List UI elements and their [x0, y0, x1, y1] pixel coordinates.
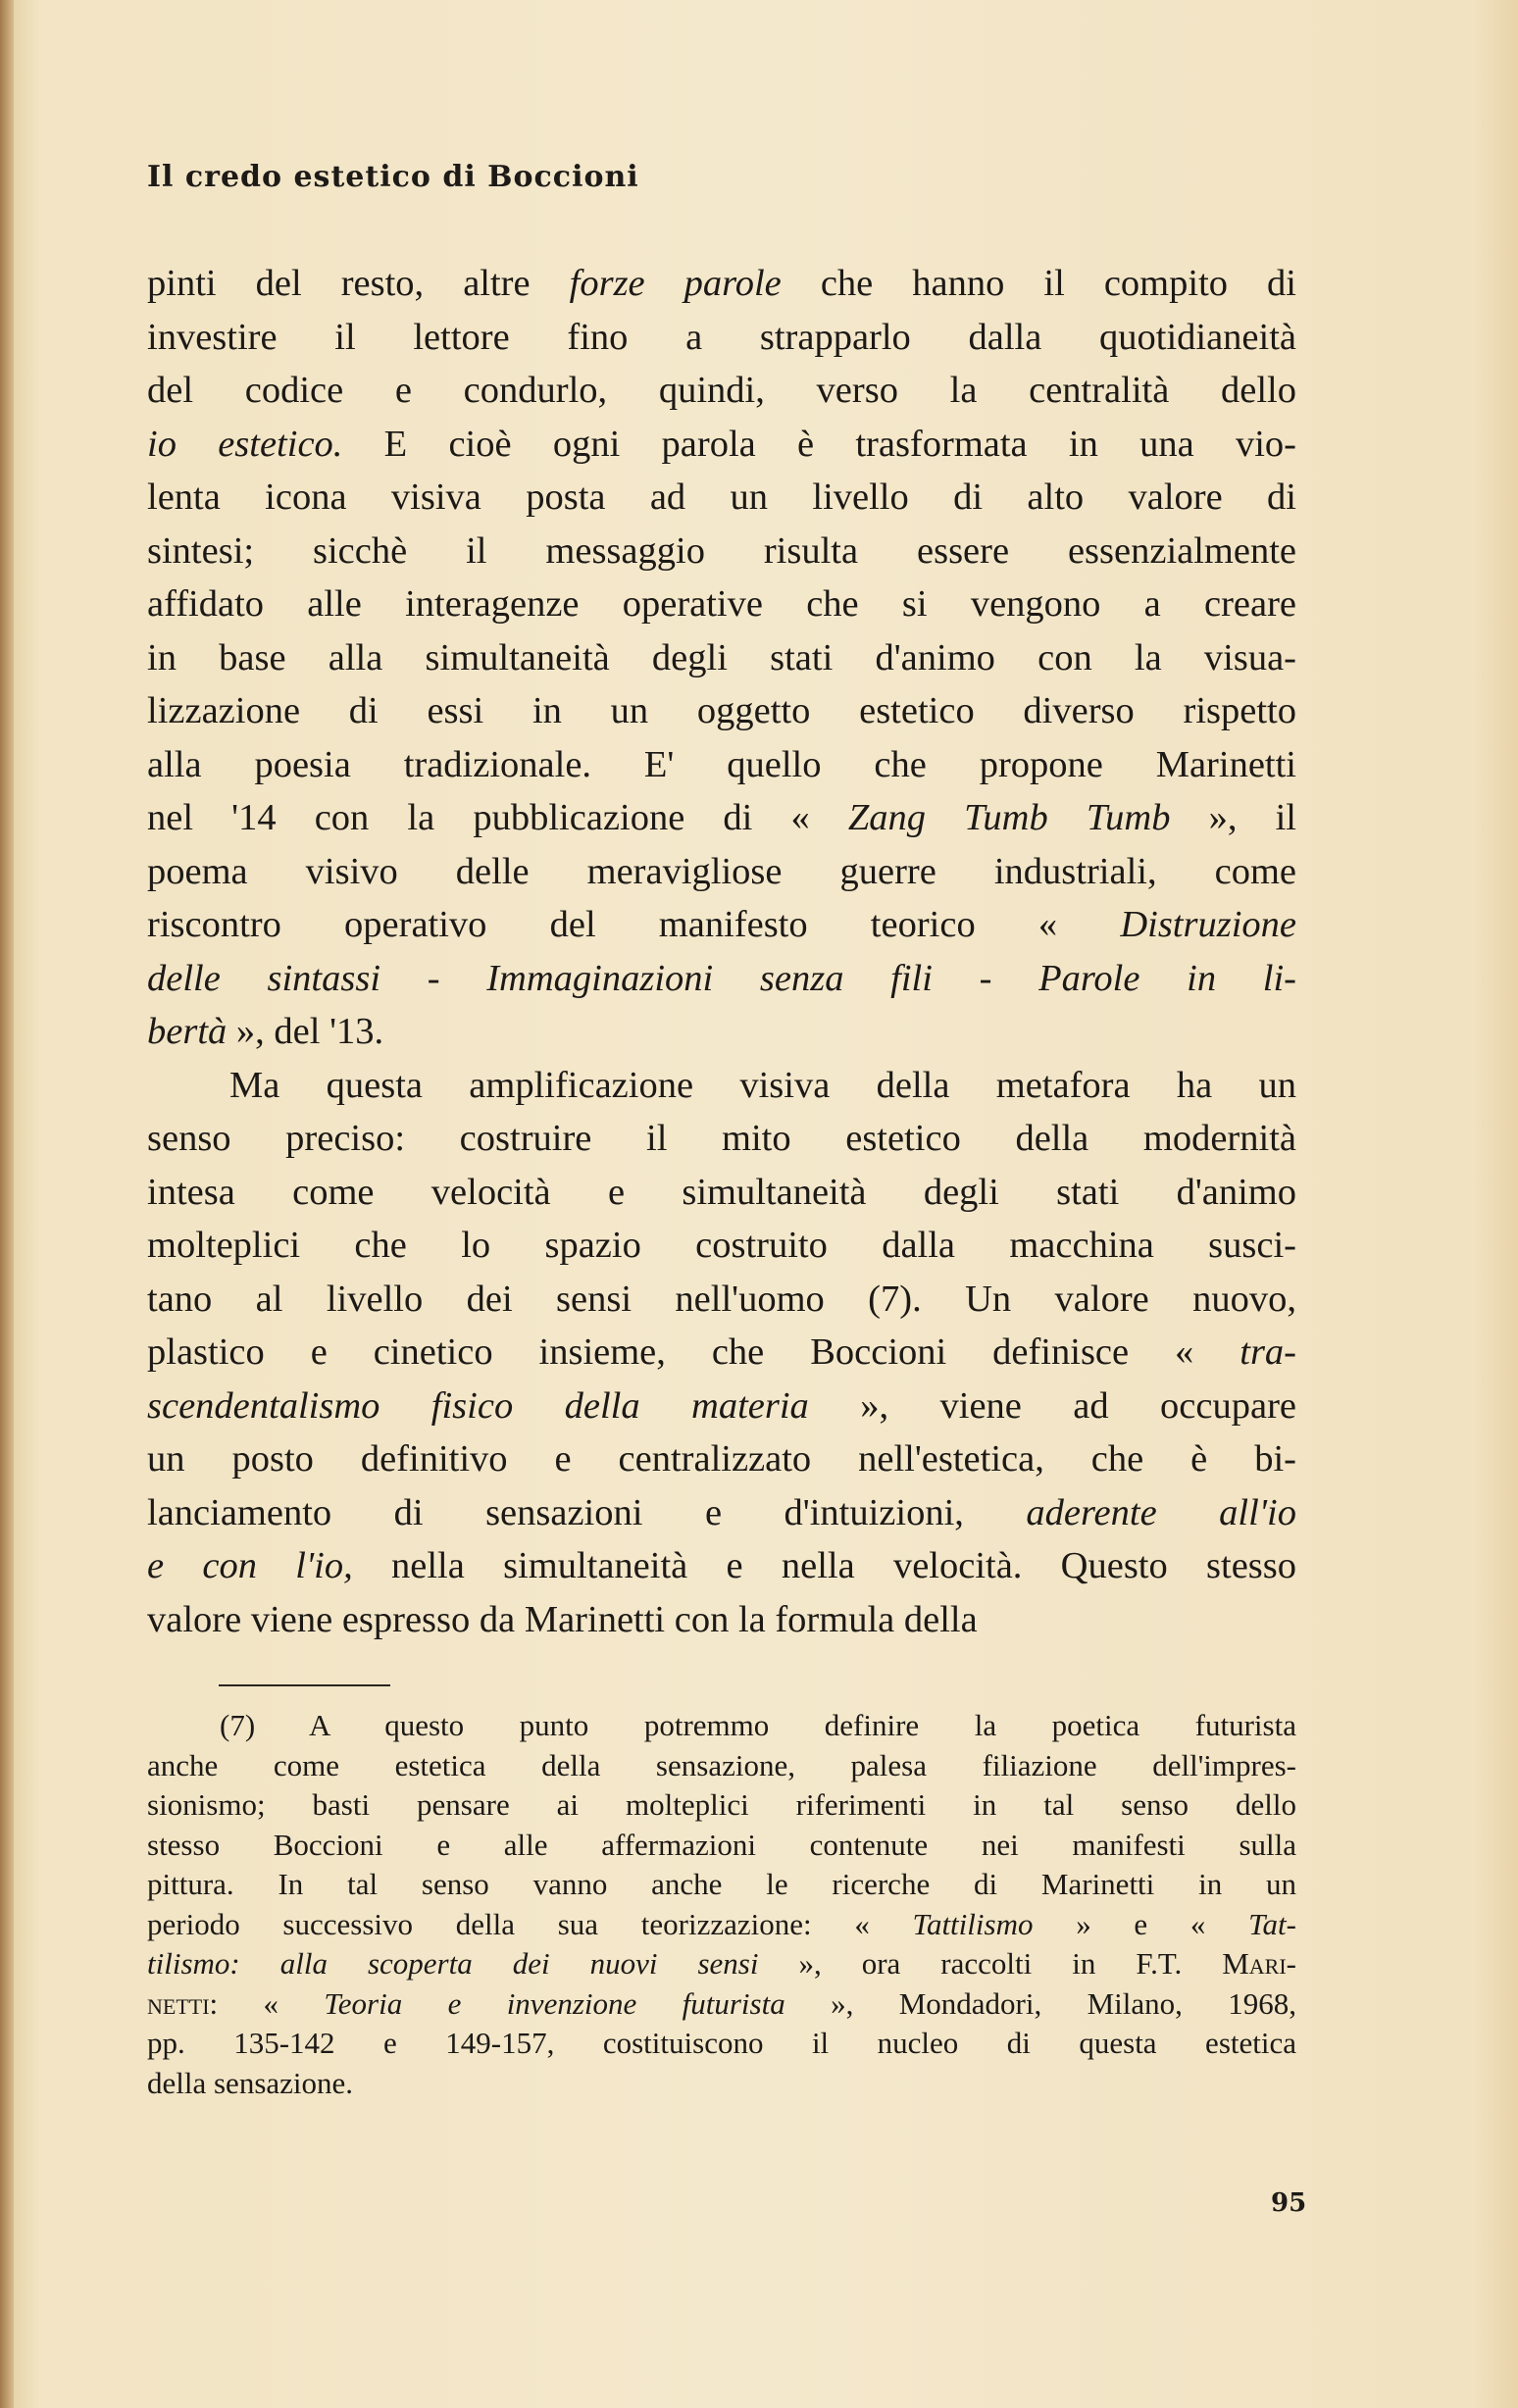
- text-segment: tano al livello dei sensi nell'uomo (7). Un valore nuovo,: [147, 1278, 1296, 1320]
- text-segment: pittura. In tal senso vanno anche le ricerche di Marinetti in un: [147, 1867, 1296, 1901]
- text-segment: » e «: [1033, 1906, 1249, 1941]
- footnote-line: [147, 1706, 1296, 1746]
- text-segment: », viene ad occupare: [808, 1384, 1296, 1427]
- text-line: [147, 845, 1296, 899]
- text-segment: in base alla simultaneità degli stati d'animo con la visua-: [147, 636, 1296, 678]
- text-segment: pinti del resto, altre: [147, 263, 570, 304]
- text-segment: che hanno il compito di: [781, 263, 1297, 304]
- footnote-line: [147, 1865, 1296, 1905]
- text-line: [147, 257, 1296, 311]
- text-segment: sintesi; sicchè il messaggio risulta essere essenzialmente: [147, 529, 1296, 572]
- text-segment: alla poesia tradizionale. E' quello che propone Marinetti: [147, 743, 1296, 785]
- italic-segment: forze parole: [569, 263, 782, 304]
- italic-segment: Tat-: [1248, 1906, 1296, 1941]
- text-segment: del codice e condurlo, quindi, verso la centralità dello: [147, 370, 1296, 411]
- text-line: [147, 1539, 1296, 1593]
- italic-segment: Tattilismo: [912, 1906, 1034, 1941]
- text-segment: netti: [147, 1985, 210, 2021]
- footnote-line: [147, 2064, 1296, 2104]
- italic-segment: bertà: [147, 1011, 228, 1052]
- text-segment: affidato alle interagenze operative che si vengono a creare: [147, 583, 1296, 625]
- footnote-separator: [219, 1684, 390, 1686]
- text-line: [147, 1059, 1296, 1113]
- text-segment: molteplici che lo spazio costruito dalla macchina susci-: [147, 1225, 1296, 1266]
- text-segment: un posto definitivo e centralizzato nell'estetica, che è bi-: [147, 1438, 1296, 1480]
- text-line: [147, 418, 1296, 472]
- italic-segment: aderente all'io: [1026, 1491, 1296, 1533]
- page-number: 95: [1271, 2188, 1307, 2218]
- text-line: [147, 898, 1296, 952]
- text-segment: della sensazione.: [147, 2065, 354, 2100]
- italic-segment: delle sintassi - Immaginazioni senza fili - Parole in li-: [147, 957, 1296, 999]
- text-segment: senso preciso: costruire il mito estetico della modernità: [147, 1118, 1296, 1159]
- footnote-line: [147, 1746, 1296, 1786]
- text-segment: plastico e cinetico insieme, che Boccioni definisce «: [147, 1331, 1240, 1373]
- text-line: [147, 311, 1296, 365]
- text-segment: valore viene espresso da Marinetti con la formula della: [147, 1598, 978, 1640]
- text-line: [147, 1273, 1296, 1327]
- text-line: [147, 577, 1296, 631]
- text-segment: Mari-: [1222, 1946, 1296, 1981]
- text-segment: pp. 135-142 e 149-157, costituiscono il nucleo di questa estetica: [147, 2026, 1296, 2060]
- footnote-line: [147, 1826, 1296, 1866]
- italic-segment: scendentalismo fisico della materia: [147, 1384, 809, 1427]
- footnote-line: [147, 1984, 1296, 2025]
- text-segment: lizzazione di essi in un oggetto estetico diverso rispetto: [147, 690, 1296, 731]
- text-line: [147, 1112, 1296, 1166]
- text-line: [147, 1219, 1296, 1273]
- text-line: [147, 1166, 1296, 1220]
- text-segment: nella simultaneità e nella velocità. Questo stesso: [352, 1545, 1297, 1586]
- italic-segment: tra-: [1240, 1331, 1296, 1373]
- italic-segment: Zang Tumb Tumb: [847, 797, 1171, 838]
- text-segment: intesa come velocità e simultaneità degli stati d'animo: [147, 1171, 1296, 1213]
- italic-segment: tilismo: alla scoperta dei nuovi sensi: [147, 1946, 759, 1981]
- body-text: [147, 257, 1296, 1646]
- text-segment: stesso Boccioni e alle affermazioni contenute nei manifesti sulla: [147, 1827, 1296, 1862]
- text-segment: sionismo; basti pensare ai molteplici riferimenti in tal senso dello: [147, 1787, 1296, 1822]
- text-segment: : «: [209, 1985, 325, 2021]
- text-segment: », del '13.: [227, 1011, 384, 1052]
- text-line: [147, 1005, 1296, 1059]
- page-spine-shadow: [0, 0, 14, 2408]
- footnote-line: [147, 1785, 1296, 1826]
- text-segment: lanciamento di sensazioni e d'intuizioni,: [147, 1491, 1027, 1533]
- italic-segment: e con l'io,: [147, 1545, 353, 1586]
- text-segment: », Mondadori, Milano, 1968,: [784, 1985, 1296, 2021]
- italic-segment: Teoria e invenzione futurista: [324, 1985, 785, 2021]
- footnote: [147, 1706, 1296, 2103]
- footnote-line: [147, 1944, 1296, 1984]
- text-segment: nel '14 con la pubblicazione di «: [147, 797, 848, 838]
- text-line: [147, 631, 1296, 685]
- text-segment: (7) A questo punto potremmo definire la poetica futurista: [220, 1708, 1296, 1742]
- text-segment: Ma questa amplificazione visiva della metafora ha un: [229, 1064, 1296, 1106]
- text-line: [147, 738, 1296, 792]
- text-line: [147, 684, 1296, 738]
- text-segment: riscontro operativo del manifesto teorico «: [147, 904, 1121, 945]
- running-header: Il credo estetico di Boccioni: [147, 160, 639, 194]
- text-line: [147, 1432, 1296, 1486]
- text-segment: E cioè ogni parola è trasformata in una vio-: [342, 423, 1296, 465]
- footnote-line: [147, 2024, 1296, 2064]
- text-line: [147, 471, 1296, 525]
- text-segment: lenta icona visiva posta ad un livello di alto valore di: [147, 477, 1296, 518]
- text-line: [147, 1486, 1296, 1540]
- text-line: [147, 364, 1296, 418]
- text-segment: », il: [1170, 797, 1296, 838]
- text-segment: periodo successivo della sua teorizzazione: «: [147, 1906, 913, 1941]
- footnote-line: [147, 1905, 1296, 1945]
- italic-segment: Distruzione: [1120, 904, 1296, 945]
- text-segment: », ora raccolti in F.T.: [758, 1946, 1223, 1981]
- text-line: [147, 1593, 1296, 1647]
- text-segment: anche come estetica della sensazione, palesa filiazione dell'impres-: [147, 1747, 1296, 1782]
- text-segment: poema visivo delle meravigliose guerre industriali, come: [147, 850, 1296, 892]
- text-line: [147, 1380, 1296, 1433]
- text-line: [147, 525, 1296, 578]
- text-line: [147, 952, 1296, 1006]
- text-segment: investire il lettore fino a strapparlo dalla quotidianeità: [147, 316, 1296, 358]
- italic-segment: io estetico.: [147, 423, 343, 465]
- text-line: [147, 791, 1296, 845]
- text-line: [147, 1326, 1296, 1380]
